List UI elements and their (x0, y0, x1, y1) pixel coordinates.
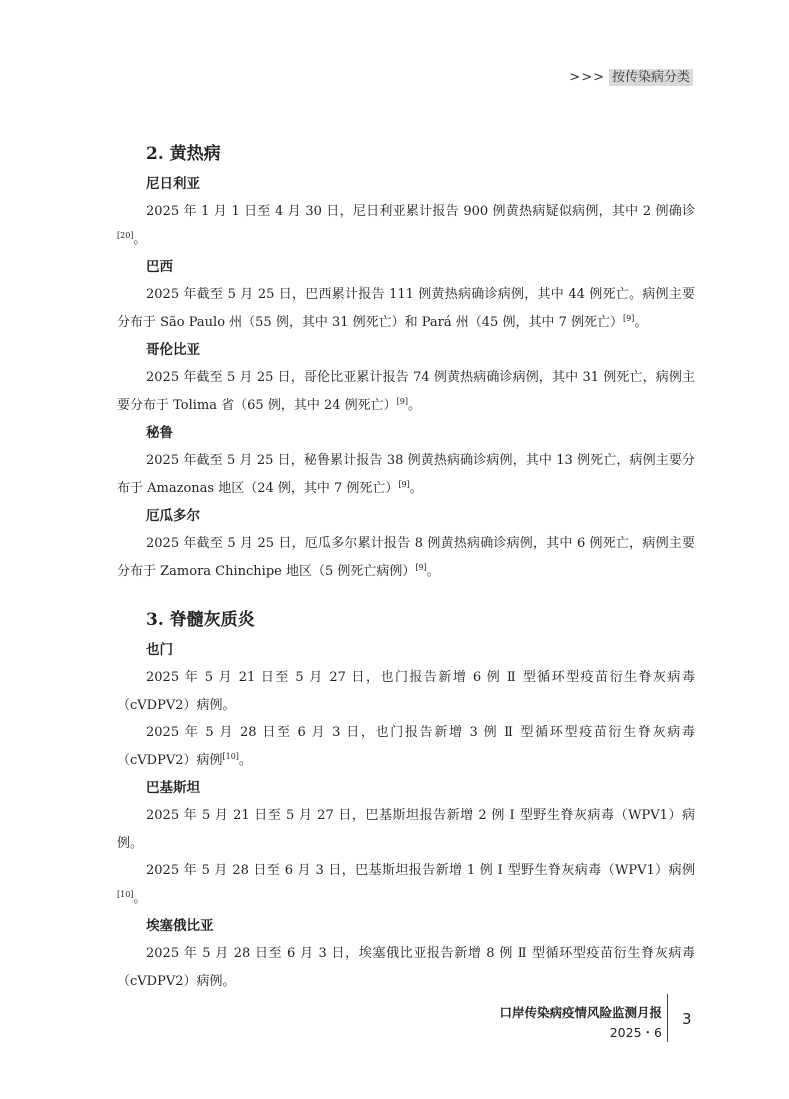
citation: [10] (117, 889, 134, 899)
page-footer (499, 1003, 662, 1043)
section-title: 3. 脊髓灰质炎 (146, 610, 255, 630)
section-header (569, 66, 693, 85)
issue-date: 2025・6 (609, 1025, 662, 1040)
paragraph: 2025 年 5 月 28 日至 6 月 3 日，也门报告新增 3 例 Ⅱ 型循环型疫苗衍生脊灰病毒（cVDPV2）病例[10]。 (117, 725, 695, 768)
citation: [9] (396, 396, 408, 406)
paragraph: 2025 年截至 5 月 25 日，巴西累计报告 111 例黄热病确诊病例，其中 44 例死亡。病例主要分布于 São Paulo 州（55 例，其中 31 例死亡）和 Pará 州（45 例，其中 7 例死亡）[9]。 (117, 287, 695, 330)
country-heading: 巴基斯坦 (146, 780, 200, 796)
citation: [10] (222, 751, 239, 761)
citation: [9] (415, 562, 427, 572)
citation: [20] (117, 230, 134, 240)
main-content (117, 138, 695, 995)
citation: [9] (623, 313, 635, 323)
paragraph: 2025 年 1 月 1 日至 4 月 30 日，尼日利亚累计报告 900 例黄热病疑似病例，其中 2 例确诊[20]。 (117, 204, 695, 247)
country-heading: 秘鲁 (146, 425, 173, 441)
country-heading: 哥伦比亚 (146, 342, 200, 358)
section-title: 2. 黄热病 (146, 144, 221, 164)
country-heading: 尼日利亚 (146, 176, 200, 192)
country-heading: 也门 (146, 642, 173, 658)
footer-divider (667, 994, 668, 1042)
country-heading: 巴西 (146, 259, 173, 275)
paragraph: 2025 年 5 月 28 日至 6 月 3 日，埃塞俄比亚报告新增 8 例 Ⅱ 型循环型疫苗衍生脊灰病毒（cVDPV2）病例。 (117, 946, 695, 989)
page-number: 3 (682, 1010, 692, 1028)
paragraph: 2025 年 5 月 21 日至 5 月 27 日，巴基斯坦报告新增 2 例 Ⅰ 型野生脊灰病毒（WPV1）病例。 (117, 808, 695, 851)
section-yellow-fever (117, 138, 695, 585)
paragraph: 2025 年截至 5 月 25 日，哥伦比亚累计报告 74 例黄热病确诊病例，其中 31 例死亡，病例主要分布于 Tolima 省（65 例，其中 24 例死亡）[9]。 (117, 370, 695, 413)
category-label: 按传染病分类 (609, 69, 693, 86)
paragraph: 2025 年截至 5 月 25 日，秘鲁累计报告 38 例黄热病确诊病例，其中 13 例死亡，病例主要分布于 Amazonas 地区（24 例，其中 7 例死亡）[9]。 (117, 453, 695, 496)
paragraph: 2025 年 5 月 28 日至 6 月 3 日，巴基斯坦报告新增 1 例 Ⅰ 型野生脊灰病毒（WPV1）病例[10]。 (117, 863, 695, 906)
country-heading: 埃塞俄比亚 (146, 918, 214, 934)
publication-title: 口岸传染病疫情风险监测月报 (499, 1005, 662, 1020)
paragraph: 2025 年截至 5 月 25 日，厄瓜多尔累计报告 8 例黄热病确诊病例，其中 6 例死亡，病例主要分布于 Zamora Chinchipe 地区（5 例死亡病例）[9]。 (117, 536, 695, 579)
citation: [9] (398, 479, 410, 489)
country-heading: 厄瓜多尔 (146, 508, 200, 524)
section-polio (117, 604, 695, 995)
paragraph: 2025 年 5 月 21 日至 5 月 27 日，也门报告新增 6 例 Ⅱ 型循环型疫苗衍生脊灰病毒（cVDPV2）病例。 (117, 670, 695, 713)
chevron-icon: >>> (569, 70, 605, 85)
